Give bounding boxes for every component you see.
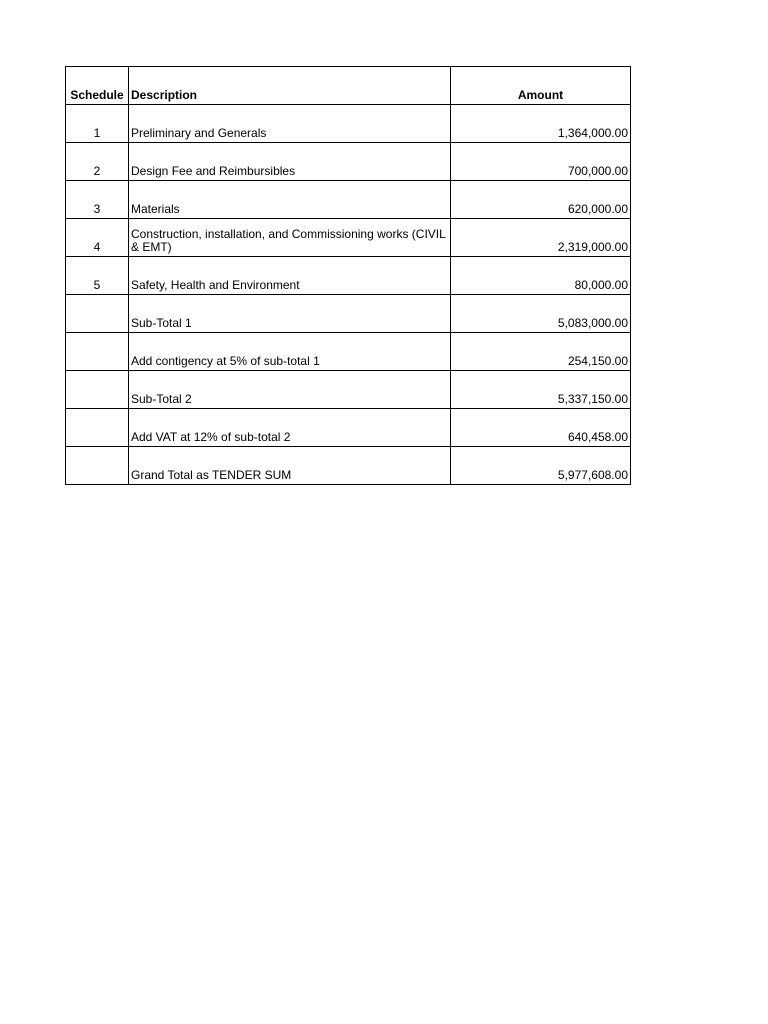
row-amount: 1,364,000.00 — [451, 105, 631, 143]
row-schedule: 5 — [66, 257, 129, 295]
row-amount: 80,000.00 — [451, 257, 631, 295]
vat-row — [66, 409, 631, 447]
contingency-label: Add contigency at 5% of sub-total 1 — [129, 333, 451, 371]
header-amount: Amount — [451, 67, 631, 105]
header-description: Description — [129, 67, 451, 105]
row-schedule: 2 — [66, 143, 129, 181]
header-schedule: Schedule — [66, 67, 129, 105]
row-amount: 620,000.00 — [451, 181, 631, 219]
vat-label: Add VAT at 12% of sub-total 2 — [129, 409, 451, 447]
subtotal1-amount: 5,083,000.00 — [451, 295, 631, 333]
row-description: Preliminary and Generals — [129, 105, 451, 143]
vat-amount: 640,458.00 — [451, 409, 631, 447]
row-schedule: 1 — [66, 105, 129, 143]
subtotal1-label: Sub-Total 1 — [129, 295, 451, 333]
subtotal1-row — [66, 295, 631, 333]
grand-total-label: Grand Total as TENDER SUM — [129, 447, 451, 485]
grand-total-amount: 5,977,608.00 — [451, 447, 631, 485]
row-description: Construction, installation, and Commissioning works (CIVIL & EMT) — [129, 219, 451, 257]
subtotal1-schedule — [66, 295, 129, 333]
subtotal2-label: Sub-Total 2 — [129, 371, 451, 409]
table-row — [66, 219, 631, 257]
table-row — [66, 105, 631, 143]
row-schedule: 4 — [66, 219, 129, 257]
contingency-row — [66, 333, 631, 371]
subtotal2-row — [66, 371, 631, 409]
header-row — [66, 67, 631, 105]
table-row — [66, 143, 631, 181]
contingency-schedule — [66, 333, 129, 371]
subtotal2-amount: 5,337,150.00 — [451, 371, 631, 409]
grand-total-schedule — [66, 447, 129, 485]
row-amount: 2,319,000.00 — [451, 219, 631, 257]
row-description: Safety, Health and Environment — [129, 257, 451, 295]
row-schedule: 3 — [66, 181, 129, 219]
vat-schedule — [66, 409, 129, 447]
contingency-amount: 254,150.00 — [451, 333, 631, 371]
table-row — [66, 181, 631, 219]
tender-sum-table — [65, 66, 631, 485]
grand-total-row — [66, 447, 631, 485]
row-description: Design Fee and Reimbursibles — [129, 143, 451, 181]
row-description: Materials — [129, 181, 451, 219]
subtotal2-schedule — [66, 371, 129, 409]
row-amount: 700,000.00 — [451, 143, 631, 181]
table-row — [66, 257, 631, 295]
